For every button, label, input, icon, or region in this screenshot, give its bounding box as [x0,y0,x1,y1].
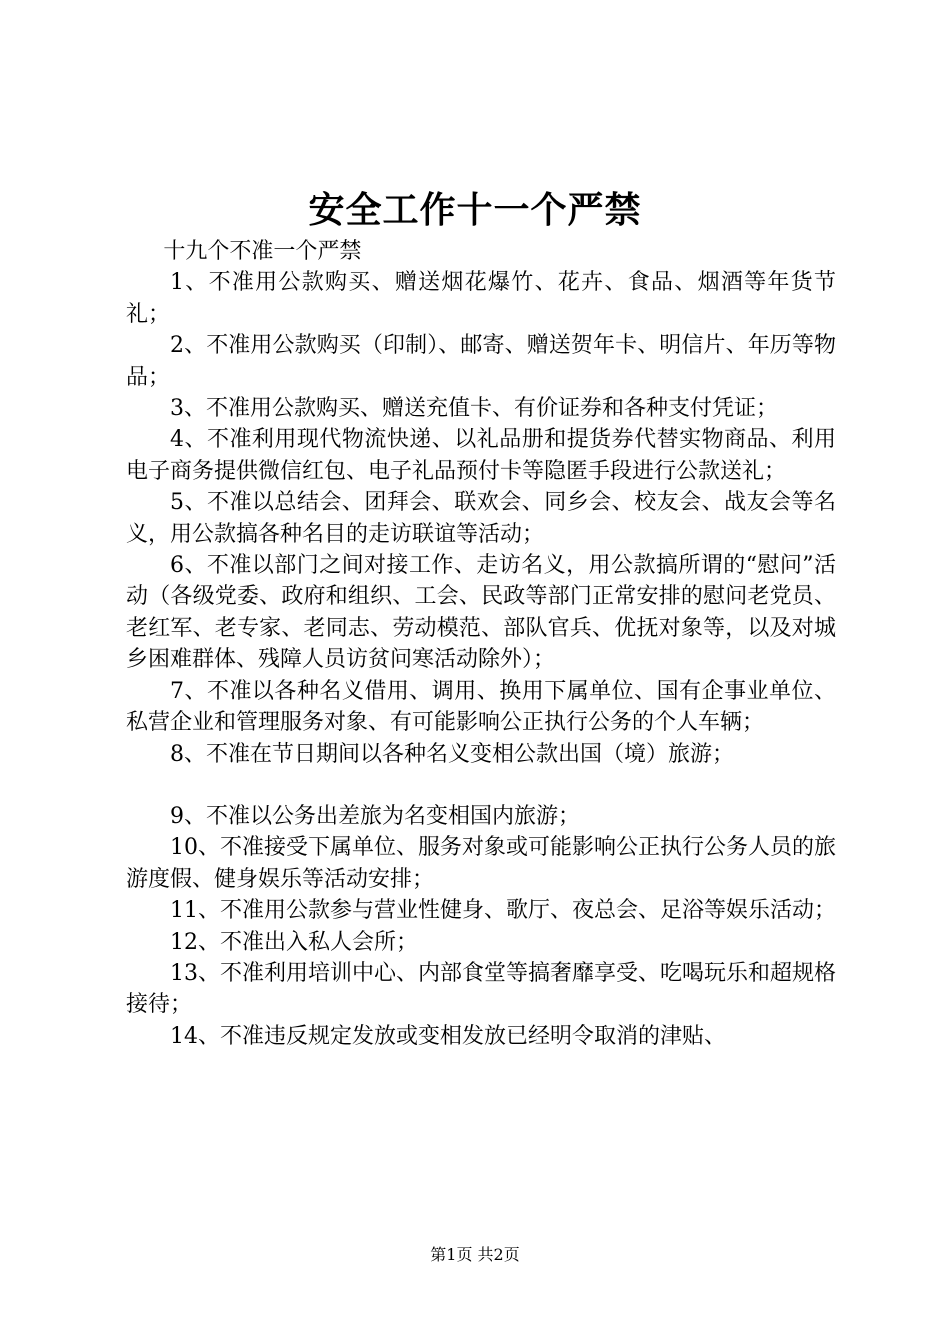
paragraph-6: 6、不准以部门之间对接工作、走访名义，用公款搞所谓的“慰问”活动（各级党委、政府和组织、工会、民政等部门正常安排的慰问老党员、老红军、老专家、老同志、劳动模范、部队官兵、优抚对象等，以及对城乡困难群体、残障人员访贫问寒活动除外）； [126,553,836,673]
paragraph-14: 14、不准违反规定发放或变相发放已经明令取消的津贴、 [170,1023,726,1049]
paragraph-13: 13、不准利用培训中心、内部食堂等搞奢靡享受、吃喝玩乐和超规格接待； [126,960,836,1018]
paragraph-1: 1、不准用公款购买、赠送烟花爆竹、花卉、食品、烟酒等年货节礼； [126,270,836,327]
paragraph-5: 5、不准以总结会、团拜会、联欢会、同乡会、校友会、战友会等名义，用公款搞各种名目的走访联谊等活动； [126,490,836,547]
paragraph-8: 8、不准在节日期间以各种名义变相公款出国（境）旅游； [170,741,734,767]
paragraph-7: 7、不准以各种名义借用、调用、换用下属单位、国有企事业单位、私营企业和管理服务对象、有可能影响公正执行公务的个人车辆； [126,678,836,736]
paragraph-12: 12、不准出入私人会所； [170,929,418,955]
paragraph-10: 10、不准接受下属单位、服务对象或可能影响公正执行公务人员的旅游度假、健身娱乐等活动安排； [126,835,836,892]
paragraph-9: 9、不准以公务出差旅为名变相国内旅游； [170,803,580,829]
paragraph-11: 11、不准用公款参与营业性健身、歌厅、夜总会、足浴等娱乐活动； [170,898,836,924]
paragraph-4: 4、不准利用现代物流快递、以礼品册和提货券代替实物商品、利用电子商务提供微信红包、电子礼品预付卡等隐匿手段进行公款送礼； [126,427,836,484]
blank-line [126,770,836,801]
subtitle: 十九个不准一个严禁 [163,239,362,264]
document-title: 安全工作十一个严禁 [308,189,642,231]
page-footer: 第1页 共2页 [430,1245,520,1264]
paragraph-3: 3、不准用公款购买、赠送充值卡、有价证券和各种支付凭证； [170,396,778,422]
document-body [126,236,836,1052]
paragraph-2: 2、不准用公款购买（印制）、邮寄、赠送贺年卡、明信片、年历等物品； [126,333,836,390]
